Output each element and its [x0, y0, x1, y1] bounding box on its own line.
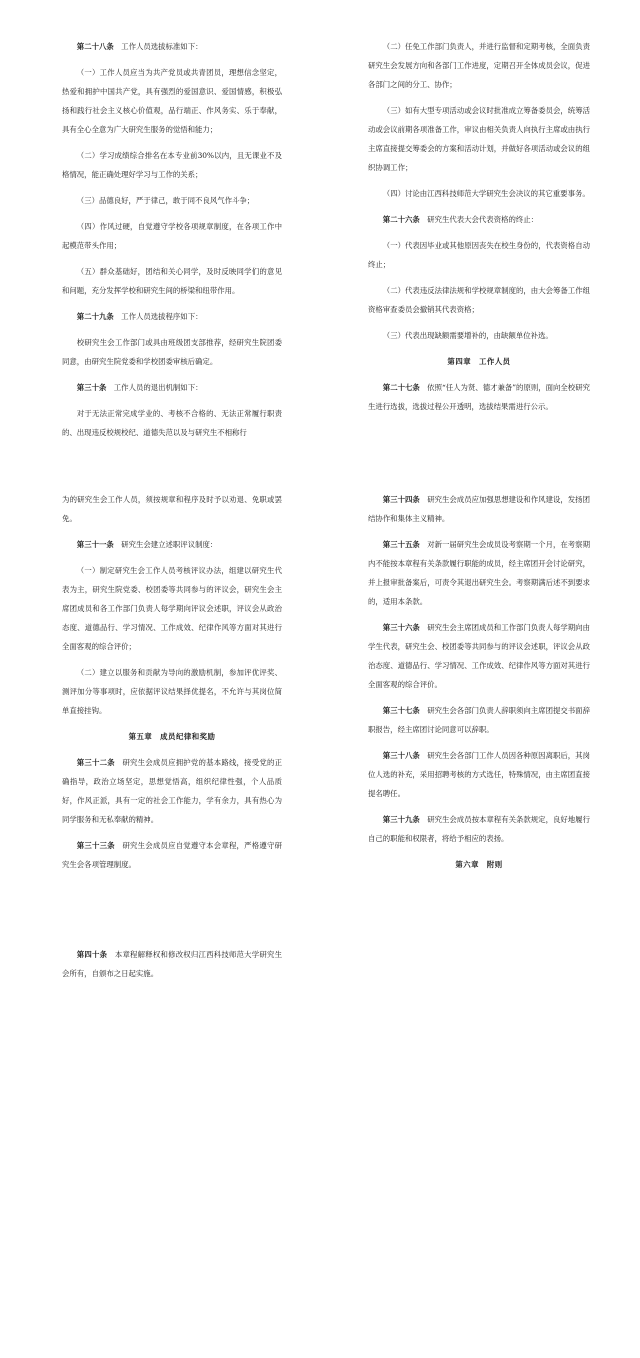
paragraph-text: （一）代表因毕业或其他原因丧失在校生身份的，代表资格自动终止；	[368, 241, 590, 269]
body-paragraph	[62, 490, 282, 528]
article-paragraph	[368, 535, 590, 611]
article-number: 第四十条	[76, 950, 108, 959]
paragraph-text: 本章程解释权和修改权归江西科技师范大学研究生会所有，自颁布之日起实施。	[62, 950, 282, 978]
body-paragraph	[62, 333, 282, 371]
paragraph-text: 为的研究生会工作人员，须按规章和程序及时予以劝退、免职或罢免。	[62, 495, 282, 523]
body-paragraph	[62, 404, 282, 442]
page-1-right-column	[368, 37, 590, 423]
article-paragraph	[368, 378, 590, 416]
article-number: 第三十九条	[382, 815, 420, 824]
article-number: 第三十四条	[382, 495, 420, 504]
article-paragraph	[368, 490, 590, 528]
article-number: 第三十五条	[382, 540, 420, 549]
chapter-heading: 第六章 附则	[455, 860, 503, 869]
page-1-left-column	[62, 37, 282, 449]
paragraph-text: （二）建立以服务和贡献为导向的激励机制，参加评优评奖、测评加分等事项时，应依据评议结果择优提名，不允许与其岗位简单直接挂钩。	[62, 668, 282, 715]
article-number: 第二十九条	[76, 312, 114, 321]
article-paragraph	[368, 210, 590, 229]
paragraph-text: 工作人员选拔标准如下：	[121, 42, 203, 51]
article-paragraph	[62, 945, 282, 983]
body-paragraph	[368, 101, 590, 177]
paragraph-text: （二）代表违反法律法规和学校规章制度的，由大会筹备工作组资格审查委员会撤销其代表资格；	[368, 286, 590, 314]
paragraph-text: 研究生会成员应自觉遵守本会章程，严格遵守研究生会各项管理制度。	[62, 841, 282, 869]
paragraph-text: （四）讨论由江西科技师范大学研究生会决议的其它重要事务。	[382, 189, 590, 198]
paragraph-text: 研究生会各部门负责人辞职须向主席团提交书面辞职报告，经主席团讨论同意可以辞职。	[368, 706, 590, 734]
body-paragraph	[368, 236, 590, 274]
body-paragraph	[62, 146, 282, 184]
article-paragraph	[62, 535, 282, 554]
paragraph-text: 工作人员选拔程序如下：	[121, 312, 203, 321]
paragraph-text: 研究生会成员按本章程有关条款规定，良好地履行自己的职能和权限者，将给予相应的表扬。	[368, 815, 590, 843]
article-number: 第三十条	[76, 383, 107, 392]
article-paragraph	[62, 37, 282, 56]
chapter-heading: 第五章 成员纪律和奖励	[128, 732, 216, 741]
paragraph-text: 研究生会成员应拥护党的基本路线，接受党的正确指导，政治立场坚定，思想觉悟高，组织纪律性强，个人品质好，作风正派，具有一定的社会工作能力，学有余力，具有热心为同学服务和无私奉献的精神。	[62, 758, 282, 824]
article-paragraph	[62, 307, 282, 326]
paragraph-text: 对新一届研究生会成员设考察期一个月，在考察期内不能按本章程有关条款履行职能的成员，经主席团开会讨论研究，并上报审批备案后，可责令其退出研究生会。考察期满后述不到要求的，适用本条款。	[368, 540, 590, 606]
body-paragraph	[368, 184, 590, 203]
paragraph-text: （三）如有大型专项活动或会议时批准成立筹备委员会，统筹活动或会议前期各项准备工作，审议由相关负责人向执行主席或由执行主席直接提交筹委会的方案和活动计划，并做好各项活动或会议的组织协调工作；	[368, 106, 590, 172]
body-paragraph	[62, 663, 282, 720]
paragraph-text: （一）工作人员应当为共产党员或共青团员，理想信念坚定，热爱和拥护中国共产党，具有强烈的爱国意识、爱国情感，积极弘扬和践行社会主义核心价值观，品行端正、作风务实、乐于奉献，具有全心全意为广大研究生服务的觉悟和能力；	[62, 68, 282, 134]
paragraph-text: 研究生会成员应加强思想建设和作风建设，发扬团结协作和集体主义精神。	[368, 495, 590, 523]
article-paragraph	[368, 701, 590, 739]
article-paragraph	[62, 836, 282, 874]
paragraph-text: （五）群众基础好，团结和关心同学，及时反映同学们的意见和问题，充分发挥学校和研究生间的桥梁和纽带作用。	[62, 267, 282, 295]
paragraph-text: 研究生会主席团成员和工作部门负责人每学期向由学生代表，研究生会、校团委等共同参与的评议会述职，评议会从政治态度、道德品行、学习情况、工作成效、纪律作风等方面对其进行全面客观的综合评价。	[368, 623, 590, 689]
article-paragraph	[62, 753, 282, 829]
paragraph-text: （四）作风过硬，自觉遵守学校各项规章制度，在各项工作中起模范带头作用；	[62, 222, 282, 250]
paragraph-text: （一）制定研究生会工作人员考核评议办法，组建以研究生代表为主，研究生院党委、校团委等共同参与的评议会，研究生会主席团成员和各工作部门负责人每学期向评议会述职，评议会从政治态度、道德品行、学习情况、工作成效、纪律作风等方面对其进行全面客观的综合评价；	[62, 566, 282, 651]
paragraph-text: （二）任免工作部门负责人，并进行监督和定期考核，全面负责研究生会发展方向和各部门工作进度，定期召开全体成员会议，促进各部门之间的分工、协作；	[368, 42, 590, 89]
paragraph-text: 研究生会建立述职评议制度：	[121, 540, 218, 549]
paragraph-text: 依照“任人为贤、德才兼备”的原则，面向全校研究生进行选拔，选拔过程公开透明，选拔结果需进行公示。	[368, 383, 590, 411]
body-paragraph	[62, 217, 282, 255]
page-sheet-2	[0, 448, 640, 903]
body-paragraph	[368, 37, 590, 94]
article-number: 第三十二条	[76, 758, 115, 767]
paragraph-text: 对于无法正常完成学业的、考核不合格的、无法正常履行职责的、出现违反校规校纪、道德失范以及与研究生不相称行	[62, 409, 282, 437]
article-number: 第三十三条	[76, 841, 115, 850]
article-number: 第三十七条	[382, 706, 420, 715]
body-paragraph	[62, 191, 282, 210]
article-number: 第三十六条	[382, 623, 420, 632]
article-paragraph	[368, 810, 590, 848]
article-number: 第二十六条	[382, 215, 420, 224]
body-paragraph	[62, 63, 282, 139]
body-paragraph	[368, 326, 590, 345]
paragraph-text: （三）代表出现缺额需要增补的，由缺额单位补选。	[382, 331, 553, 340]
paragraph-text: 研究生代表大会代表资格的终止：	[427, 215, 539, 224]
page-sheet-3	[0, 903, 640, 1358]
paragraph-text: （三）品德良好，严于律己，敢于同不良风气作斗争；	[76, 196, 255, 205]
page-2-left-column	[62, 490, 282, 881]
body-paragraph	[62, 262, 282, 300]
article-paragraph	[368, 746, 590, 803]
article-number: 第三十八条	[382, 751, 420, 760]
article-number: 第三十一条	[76, 540, 114, 549]
page-2-right-column	[368, 490, 590, 881]
paragraph-text: 工作人员的退出机制如下：	[113, 383, 203, 392]
body-paragraph	[62, 561, 282, 656]
article-paragraph	[62, 378, 282, 397]
body-paragraph	[368, 281, 590, 319]
article-paragraph	[368, 618, 590, 694]
page-sheet-1	[0, 0, 640, 448]
article-number: 第二十八条	[76, 42, 114, 51]
page-3-left-column	[62, 945, 282, 990]
chapter-heading: 第四章 工作人员	[447, 357, 511, 366]
article-number: 第二十七条	[382, 383, 420, 392]
paragraph-text: 研究生会各部门工作人员因各种原因离职后，其岗位人选的补充，采用招聘考核的方式选任，特殊情况，由主席团直接提名聘任。	[368, 751, 590, 798]
paragraph-text: （二）学习成绩综合排名在本专业前30%以内，且无课业不及格情况，能正确处理好学习与工作的关系；	[62, 151, 282, 179]
paragraph-text: 校研究生会工作部门或具由班级团支部推荐，经研究生院团委同意，由研究生院党委和学校团委审核后确定。	[62, 338, 282, 366]
